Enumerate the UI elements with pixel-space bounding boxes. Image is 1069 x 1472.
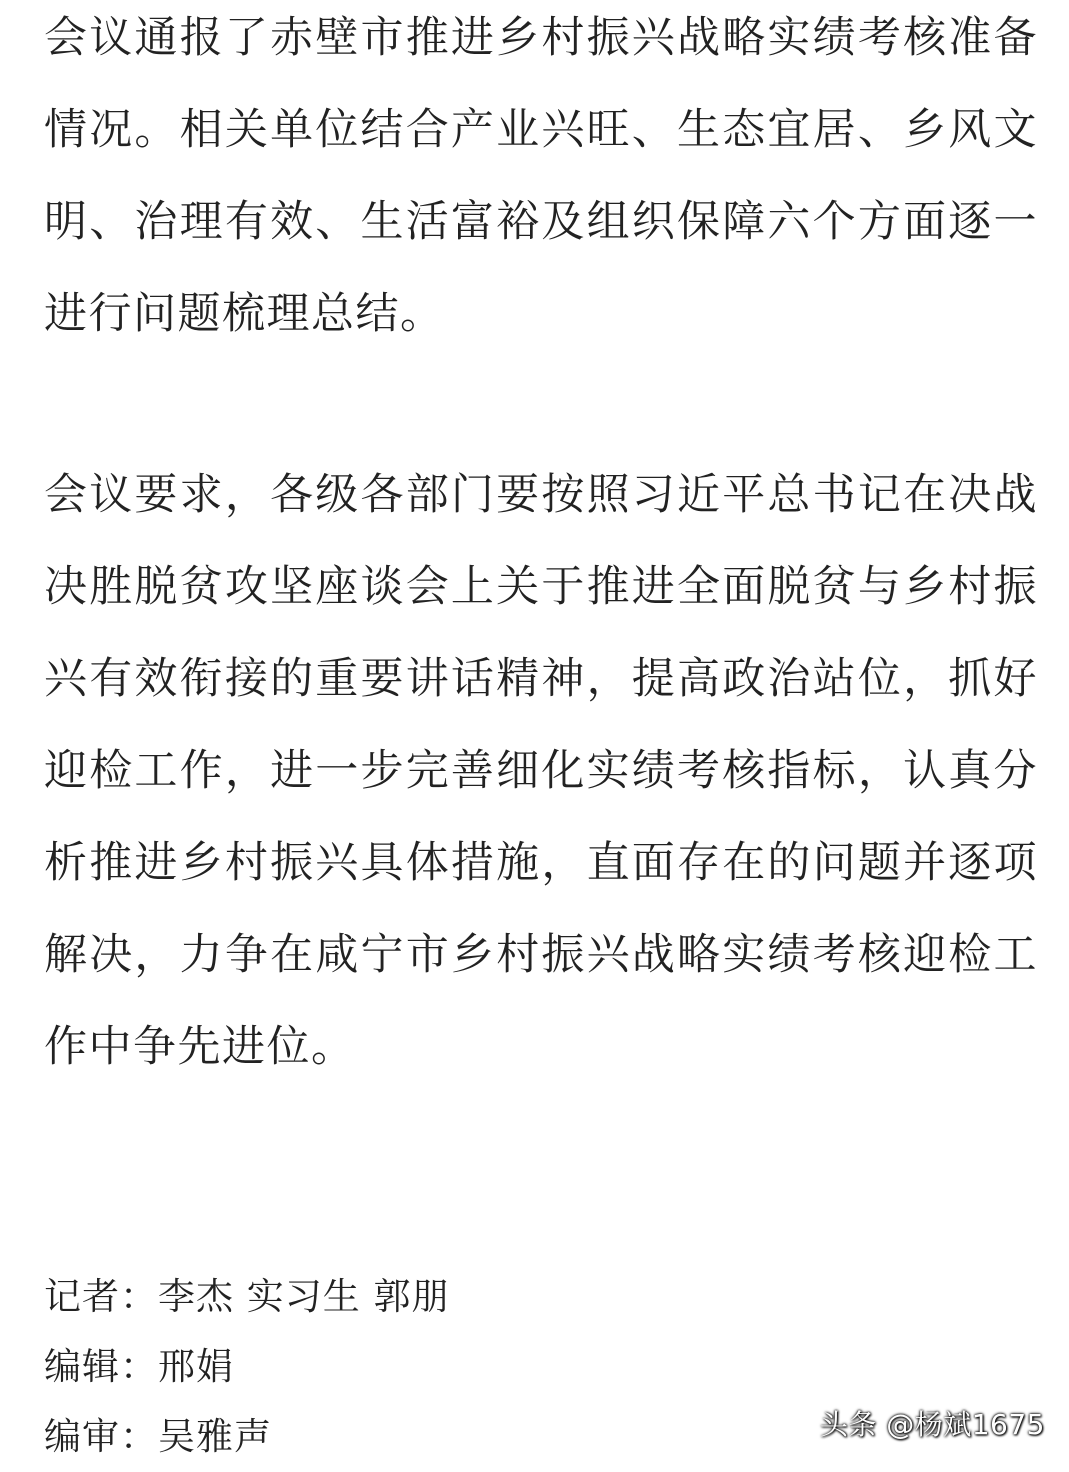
reviewer-credit: 编审：吴雅声 [44, 1415, 272, 1458]
paragraph-1: 会议通报了赤壁市推进乡村振兴战略实绩考核准备情况。相关单位结合产业兴旺、生态宜居、乡风文明、治理有效、生活富裕及组织保障六个方面逐一进行问题梳理总结。 [44, 13, 1038, 339]
reporter-credit: 记者：李杰 实习生 郭朋 [44, 1275, 450, 1318]
editor-credit: 编辑：邢娟 [44, 1345, 234, 1388]
credits [44, 1262, 450, 1472]
paragraph-2: 会议要求，各级各部门要按照习近平总书记在决战决胜脱贫攻坚座谈会上关于推进全面脱贫与乡村振兴有效衔接的重要讲话精神，提高政治站位，抓好迎检工作，进一步完善细化实绩考核指标，认真分析推进乡村振兴具体措施，直面存在的问题并逐项解决，力争在咸宁市乡村振兴战略实绩考核迎检工作中争先进位。 [44, 470, 1038, 1072]
watermark: 头条 @杨斌1675 [819, 1408, 1045, 1441]
